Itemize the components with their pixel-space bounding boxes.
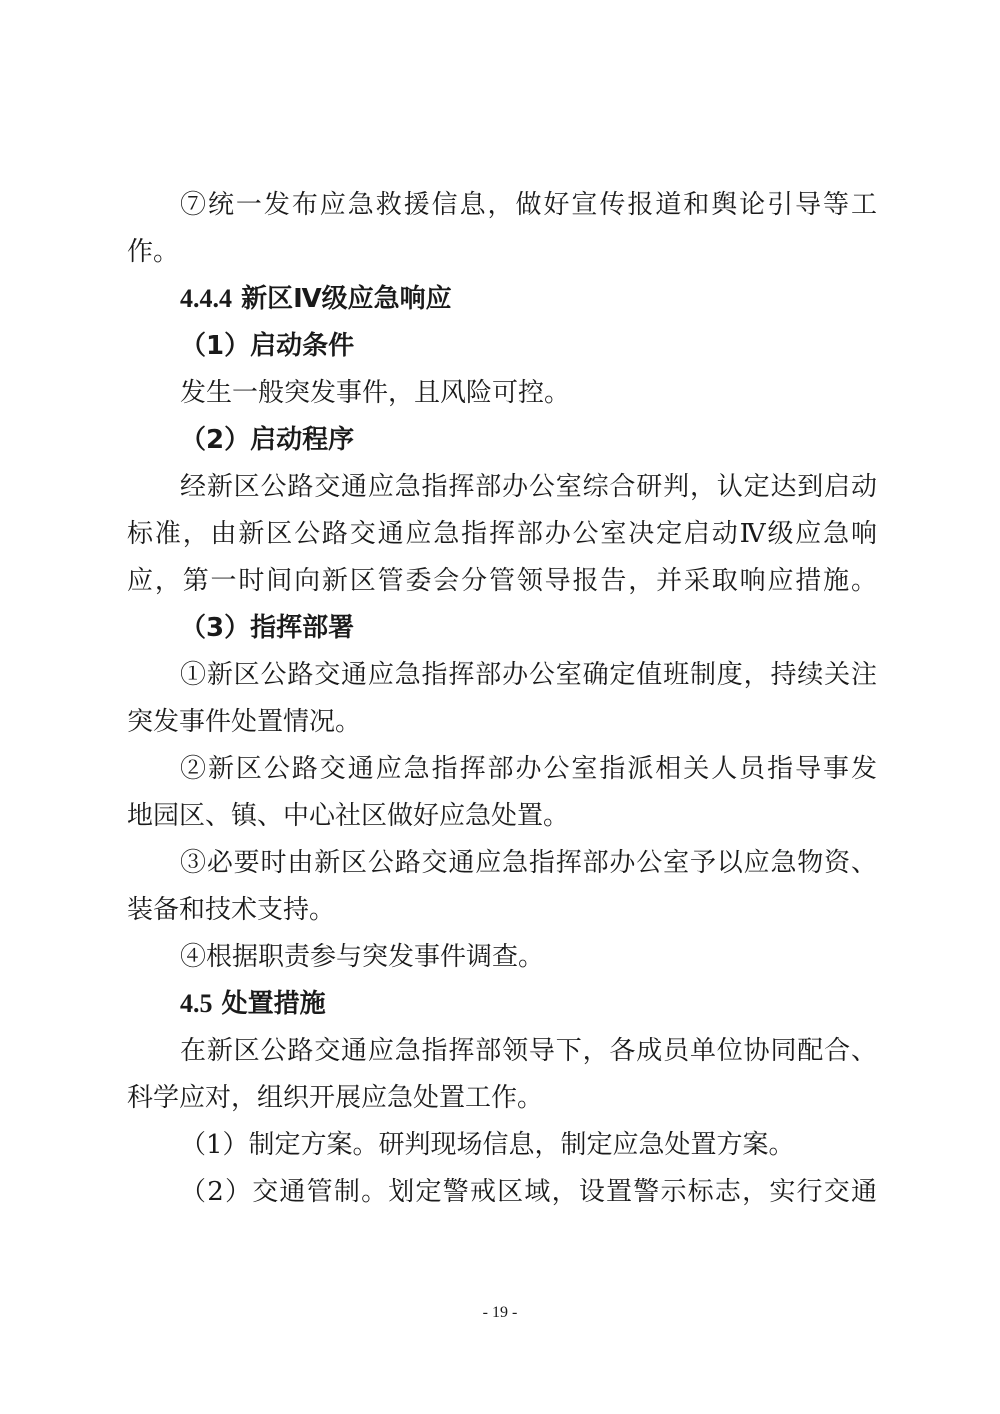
- paragraph-line: ④根据职责参与突发事件调查。: [180, 942, 545, 972]
- section-heading-4-4-4: [180, 282, 877, 316]
- page-number: - 19 -: [482, 1304, 518, 1321]
- paragraph-line: 地园区、镇、中心社区做好应急处置。: [127, 801, 570, 831]
- subheading-start-conditions: （1）启动条件: [180, 331, 355, 361]
- paragraph-line: ③必要时由新区公路交通应急指挥部办公室予以应急物资、: [180, 848, 877, 878]
- section-title: 新区Ⅳ级应急响应: [241, 284, 452, 314]
- section-number: 4.4.4: [180, 284, 232, 313]
- paragraph-line: （1）制定方案。研判现场信息，制定应急处置方案。: [180, 1130, 795, 1160]
- paragraph-line: 标准，由新区公路交通应急指挥部办公室决定启动Ⅳ级应急响: [127, 519, 877, 549]
- paragraph-line: ①新区公路交通应急指挥部办公室确定值班制度，持续关注: [180, 660, 877, 690]
- subheading-command-deployment: （3）指挥部署: [180, 613, 355, 643]
- section-number: 4.5: [180, 989, 213, 1018]
- paragraph-line: 经新区公路交通应急指挥部办公室综合研判，认定达到启动: [180, 472, 877, 502]
- paragraph-line: ②新区公路交通应急指挥部办公室指派相关人员指导事发: [180, 754, 877, 784]
- section-heading-4-5: [180, 987, 877, 1021]
- paragraph-line: 突发事件处置情况。: [127, 707, 362, 737]
- paragraph-line: 装备和技术支持。: [127, 895, 336, 925]
- subheading-start-procedure: （2）启动程序: [180, 425, 355, 455]
- paragraph-line: 应，第一时间向新区管委会分管领导报告，并采取响应措施。: [127, 566, 877, 596]
- section-title: 处置措施: [221, 989, 326, 1019]
- paragraph-line: （2）交通管制。划定警戒区域，设置警示标志，实行交通: [180, 1177, 877, 1207]
- paragraph-line: 在新区公路交通应急指挥部领导下，各成员单位协同配合、: [180, 1036, 877, 1066]
- paragraph-line: ⑦统一发布应急救援信息，做好宣传报道和舆论引导等工: [180, 190, 877, 220]
- paragraph-line: 科学应对，组织开展应急处置工作。: [127, 1083, 544, 1113]
- paragraph-line: 发生一般突发事件，且风险可控。: [180, 378, 571, 408]
- paragraph-line: 作。: [127, 237, 180, 267]
